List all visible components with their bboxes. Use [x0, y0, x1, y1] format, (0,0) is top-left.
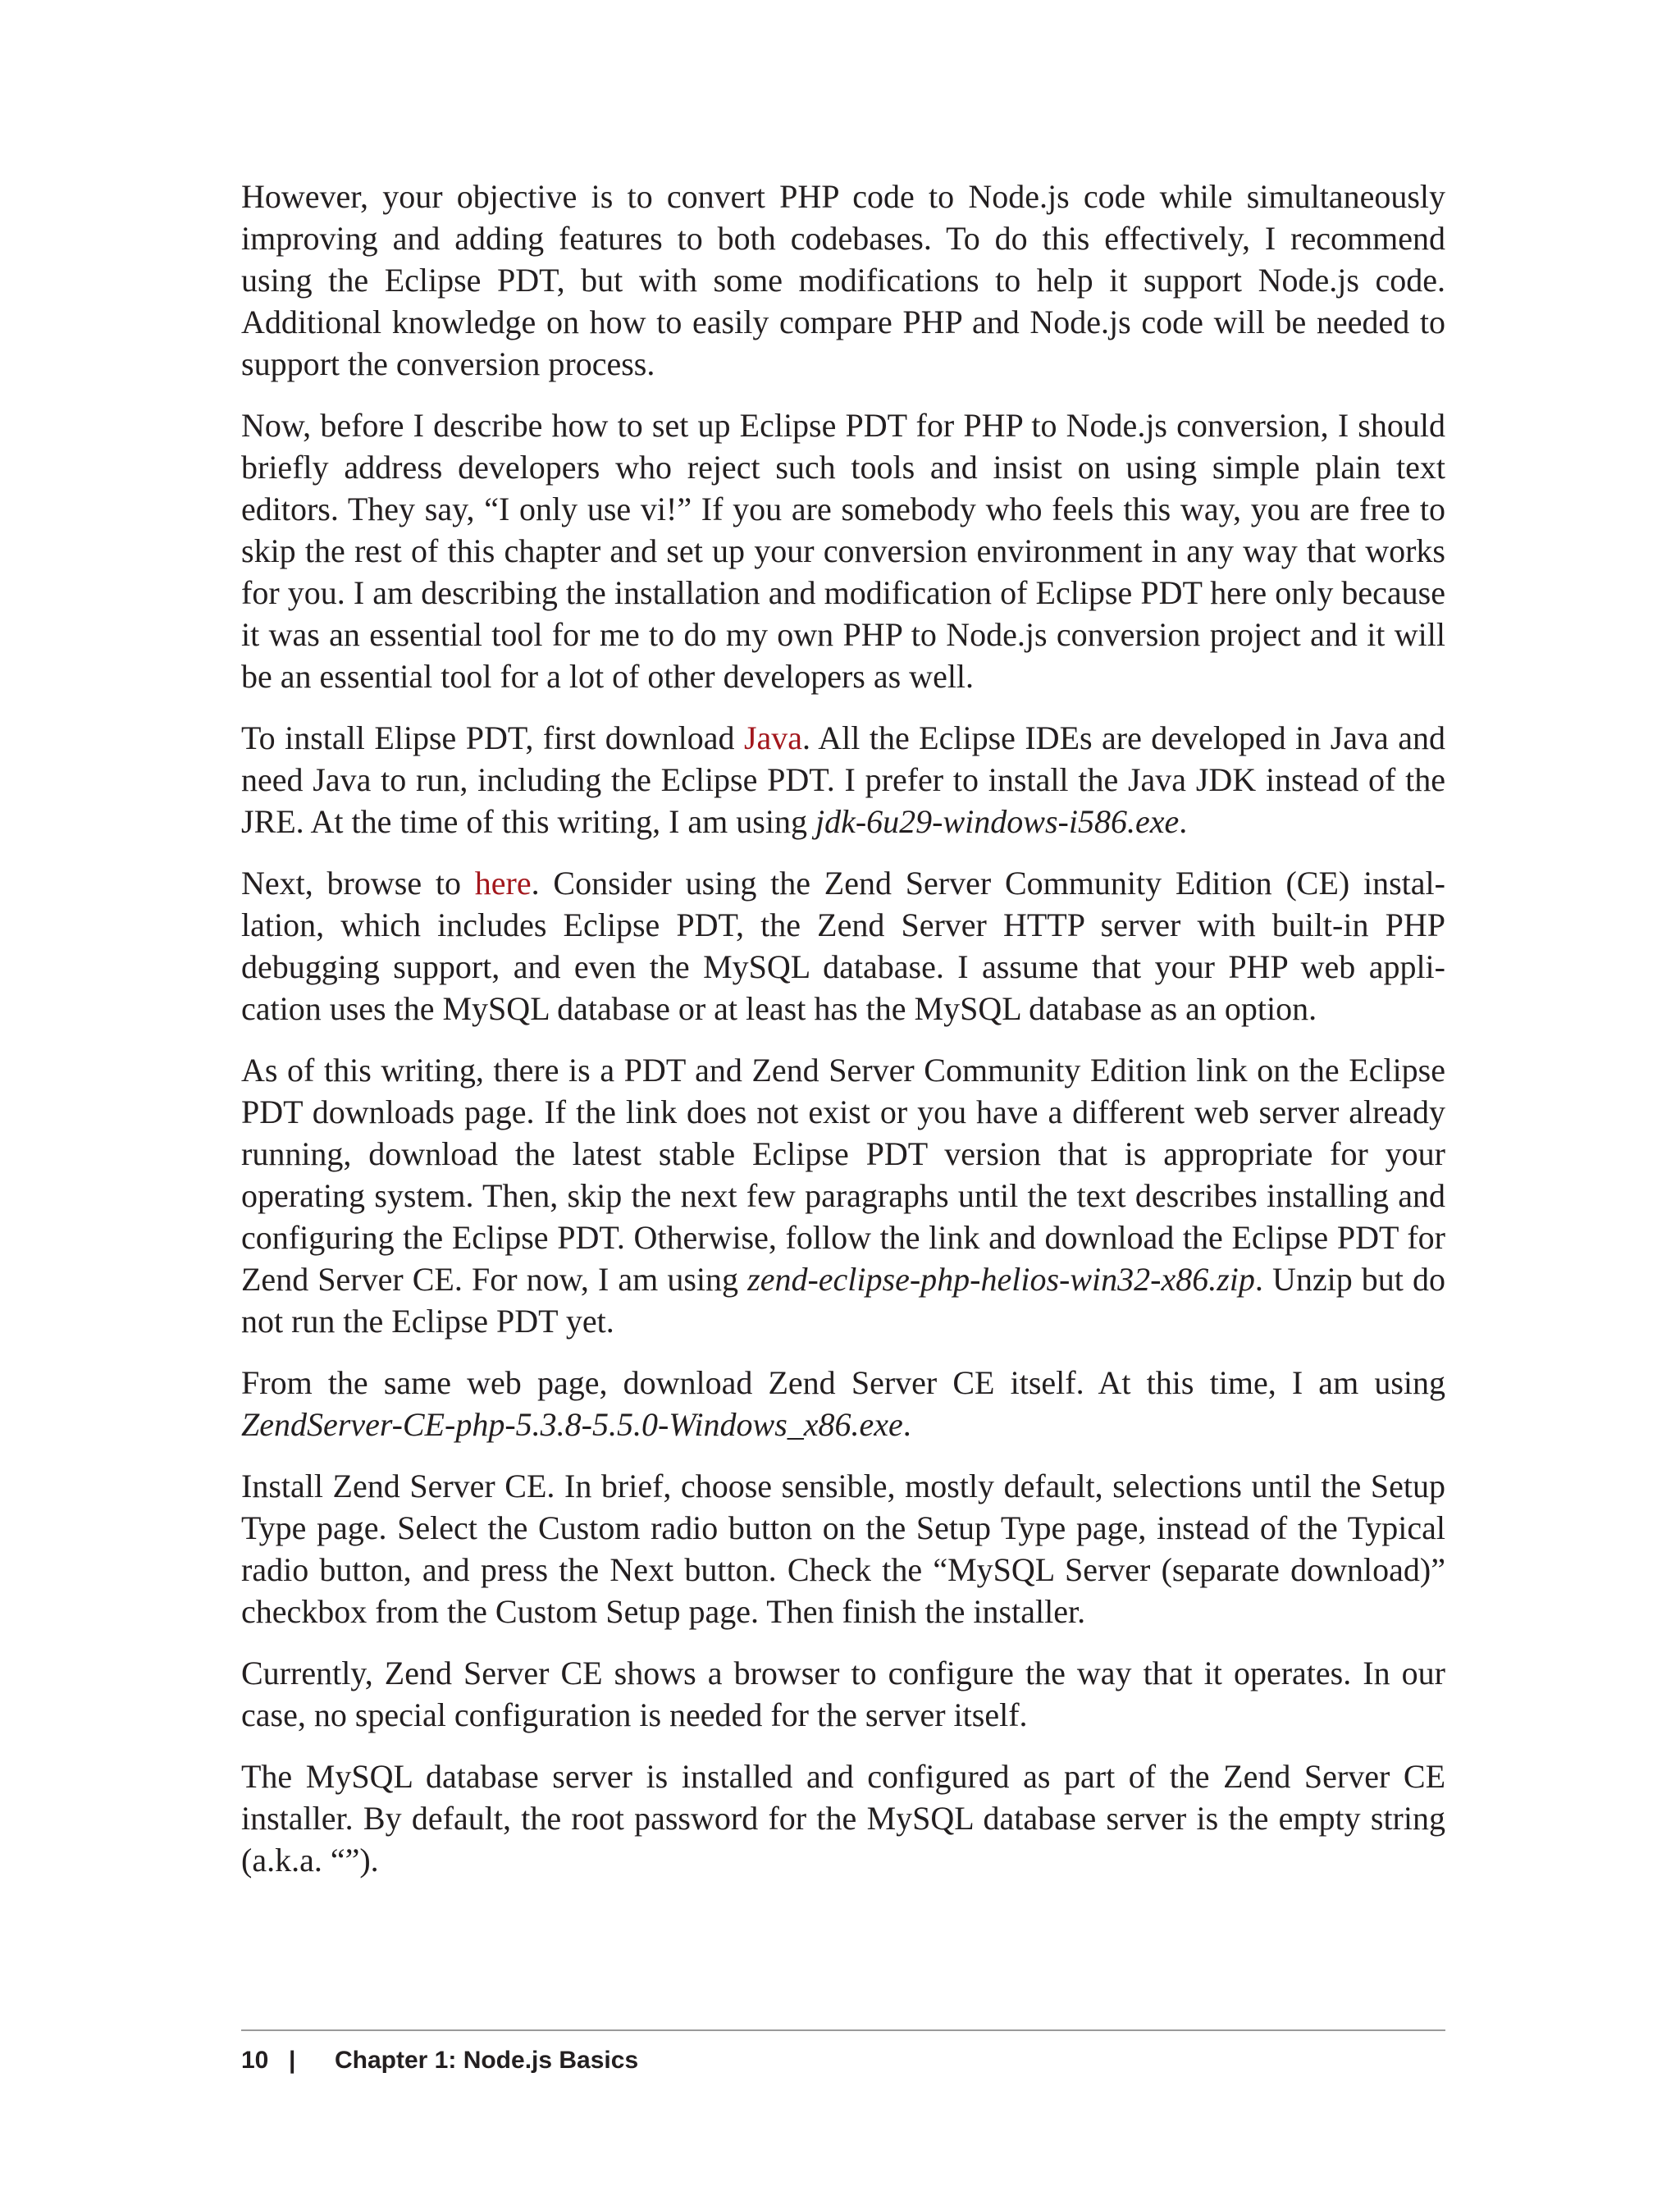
paragraph-text: To install Elipse PDT, first download — [241, 719, 744, 756]
paragraph-text: As of this writing, there is a PDT and Zend Server Community Edition link on the Eclipse PDT downloads page. If the link does not exist or you have a different web server already running, download the latest stable Eclipse PDT version that is appropriate for your operating system. Then, skip the next few paragraphs until the text describes installing and configuring the Eclipse PDT. Otherwise, follow the link and download the Eclipse PDT for Zend Server CE. For now, I am using — [241, 1052, 1445, 1298]
paragraph-text: . — [1179, 803, 1188, 840]
zend-installer-filename: ZendServer-CE-php-5.3.8-5.5.0-Windows_x86.exe — [241, 1406, 903, 1443]
paragraph-text: Now, before I describe how to set up Eclipse PDT for PHP to Node.js conversion, I should briefly address developers who reject such tools and insist on using simple plain text editors. They say, “I only use vi!” If you are somebody who feels this way, you are free to skip the rest of this chapter and set up your conversion environment in any way that works for you. I am describing the installation and modification of Eclipse PDT here only because it was an essential tool for me to do my own PHP to Node.js conversion project and it will be an essential tool for a lot of other developers as well. — [241, 407, 1445, 695]
page-number: 10 — [241, 2047, 269, 2074]
paragraph-install-java — [241, 717, 1445, 842]
body-text — [241, 176, 1445, 1901]
paragraph-text: Install Zend Server CE. In brief, choose sensible, mostly default, selections until the Setup Type page. Select the Custom radio button on the Setup Type page, instead of the Typical radio button, and press the Next button. Check the “MySQL Server (separate download)” checkbox from the Custom Setup page. Then finish the installer. — [241, 1468, 1445, 1630]
chapter-title: Chapter 1: Node.js Basics — [335, 2047, 639, 2074]
paragraph-text: . — [902, 1406, 911, 1443]
paragraph-mysql-password — [241, 1755, 1445, 1881]
footer-divider — [241, 2029, 1445, 2031]
footer-separator: | — [289, 2047, 296, 2074]
paragraph-text: Next, browse to — [241, 865, 475, 902]
paragraph-text: However, your objective is to convert PHP code to Node.js code while simultaneously improving and adding features to both codebases. To do this effectively, I recommend using the Eclipse PDT, but with some modifications to help it support Node.js code. Additional knowledge on how to easily compare PHP and Node.js code will be needed to support the conversion process. — [241, 178, 1445, 382]
paragraph-text: . Unzip but do not run the Eclipse PDT yet. — [241, 1261, 1446, 1340]
paragraph-text-editors — [241, 404, 1445, 697]
paragraph-objective — [241, 176, 1445, 385]
here-link[interactable]: here — [474, 865, 532, 902]
paragraph-text: . Consider using the Zend Server Community Edition (CE) installation, which includes Eclipse PDT, the Zend Server HTTP server with built-in PHP debugging support, and even the MySQL database. I assume that your PHP web application uses the MySQL database or at least has the MySQL database as an option. — [241, 865, 1445, 1027]
eclipse-zip-filename: zend-eclipse-php-helios-win32-x86.zip — [747, 1261, 1255, 1298]
paragraph-text: The MySQL database server is installed and configured as part of the Zend Server CE installer. By default, the root password for the MySQL database server is the empty string (a.k.a. “”). — [241, 1758, 1445, 1879]
paragraph-text: Currently, Zend Server CE shows a browser to configure the way that it operates. In our case, no special configuration is needed for the server itself. — [241, 1655, 1445, 1733]
paragraph-install-zend — [241, 1465, 1445, 1632]
jdk-filename: jdk-6u29-windows-i586.exe — [815, 803, 1180, 840]
page-footer — [241, 2041, 638, 2080]
paragraph-download-zend — [241, 1362, 1445, 1445]
java-link[interactable]: Java — [743, 719, 803, 756]
paragraph-browse-here — [241, 862, 1445, 1029]
paragraph-downloads-page — [241, 1049, 1445, 1342]
paragraph-text: . All the Eclipse IDEs are developed in Java and need Java to run, including the Eclipse PDT. I prefer to install the Java JDK instead of the JRE. At the time of this writing, I am using — [241, 719, 1445, 840]
paragraph-configure-browser — [241, 1652, 1445, 1736]
paragraph-text: From the same web page, download Zend Server CE itself. At this time, I am using — [241, 1364, 1445, 1401]
